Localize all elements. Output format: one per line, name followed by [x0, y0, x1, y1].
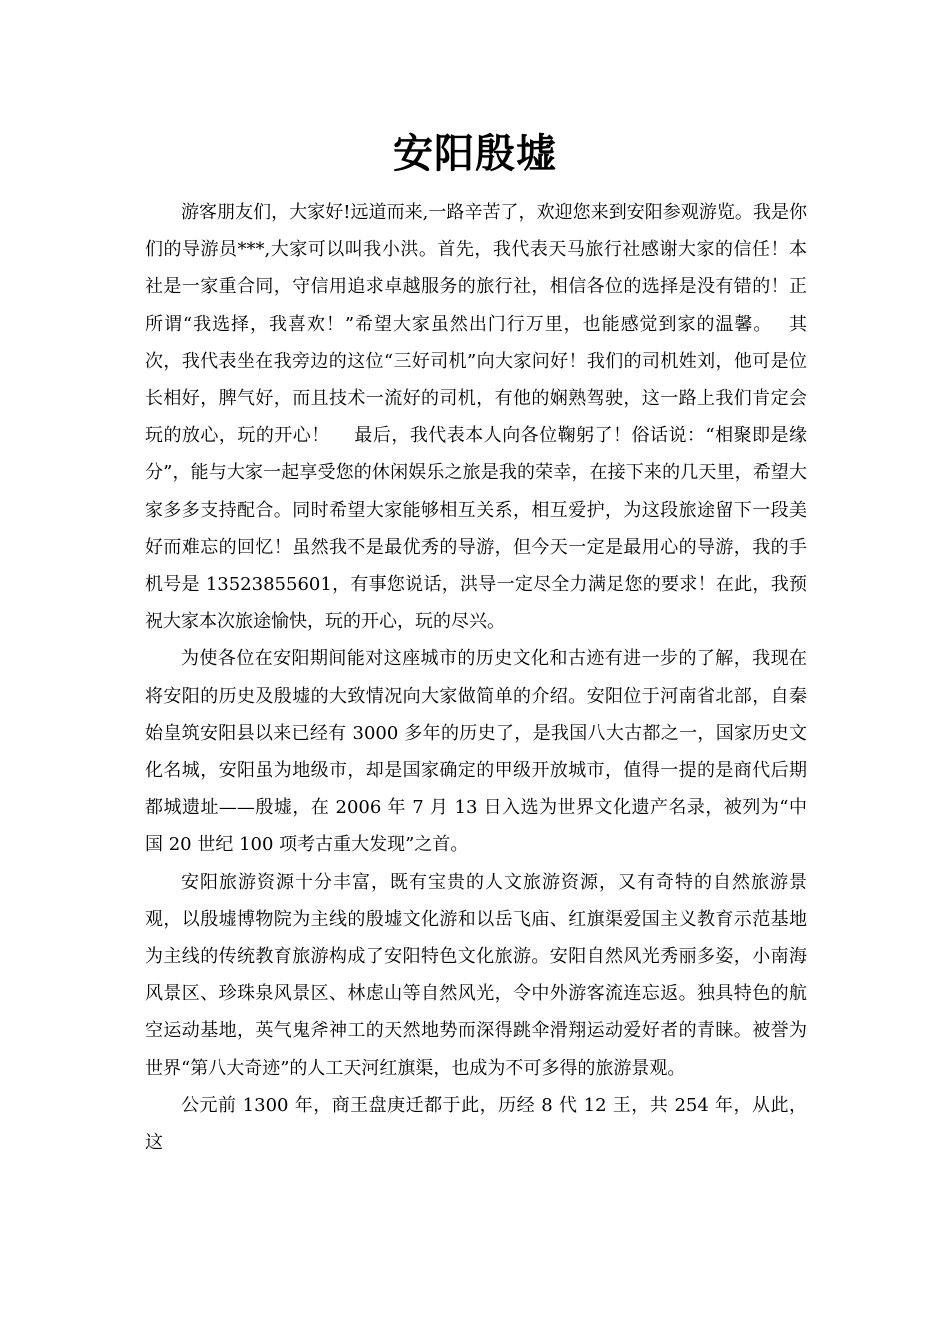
document-body [145, 194, 807, 1161]
page-title: 安阳殷墟 [393, 130, 557, 177]
paragraph-tourism-resources: 安阳旅游资源十分丰富，既有宝贵的人文旅游资源，又有奇特的自然旅游景观，以殷墟博物院为主线的殷墟文化游和以岳飞庙、红旗渠爱国主义教育示范基地为主线的传统教育旅游构成了安阳特色文化旅游。安阳自然风光秀丽多姿，小南海风景区、珍珠泉风景区、林虑山等自然风光，令中外游客流连忘返。独具特色的航空运动基地，英气鬼斧神工的天然地势而深得跳伞滑翔运动爱好者的青睐。被誉为世界“第八大奇迹”的人工天河红旗渠，也成为不可多得的旅游景观。 [145, 871, 807, 1079]
paragraph-city-intro: 为使各位在安阳期间能对这座城市的历史文化和古迹有进一步的了解，我现在将安阳的历史及殷墟的大致情况向大家做简单的介绍。安阳位于河南省北部，自秦始皇筑安阳县以来已经有 3000 多年的历史了，是我国八大古都之一，国家历史文化名城，安阳虽为地级市，却是国家确定的甲级开放城市，值得一提的是商代后期都城遗址——殷墟，在 2006 年 7 月 13 日入选为世界文化遗产名录，被列为“中国 20 世纪 100 项考古重大发现”之首。 [145, 648, 807, 856]
paragraph-history: 公元前 1300 年，商王盘庚迁都于此，历经 8 代 12 王，共 254 年，从此，这 [145, 1094, 807, 1154]
paragraph-welcome: 游客朋友们，大家好!远道而来,一路辛苦了，欢迎您来到安阳参观游览。我是你们的导游员***,大家可以叫我小洪。首先，我代表天马旅行社感谢大家的信任！本社是一家重合同，守信用追求卓越服务的旅行社，相信各位的选择是没有错的！正所谓“我选择，我喜欢！”希望大家虽然出门行万里，也能感觉到家的温馨。 其次，我代表坐在我旁边的这位“三好司机”向大家问好！我们的司机姓刘，他可是位长相好，脾气好，而且技术一流好的司机，有他的娴熟驾驶，这一路上我们肯定会玩的放心，玩的开心！ 最后，我代表本人向各位鞠躬了！俗话说：“相聚即是缘分”，能与大家一起享受您的休闲娱乐之旅是我的荣幸，在接下来的几天里，希望大家多多支持配合。同时希望大家能够相互关系，相互爱护，为这段旅途留下一段美好而难忘的回忆！虽然我不是最优秀的导游，但今天一定是最用心的导游，我的手机号是 13523855601，有事您说话，洪导一定尽全力满足您的要求！在此，我预祝大家本次旅途愉快，玩的开心，玩的尽兴。 [145, 202, 807, 633]
